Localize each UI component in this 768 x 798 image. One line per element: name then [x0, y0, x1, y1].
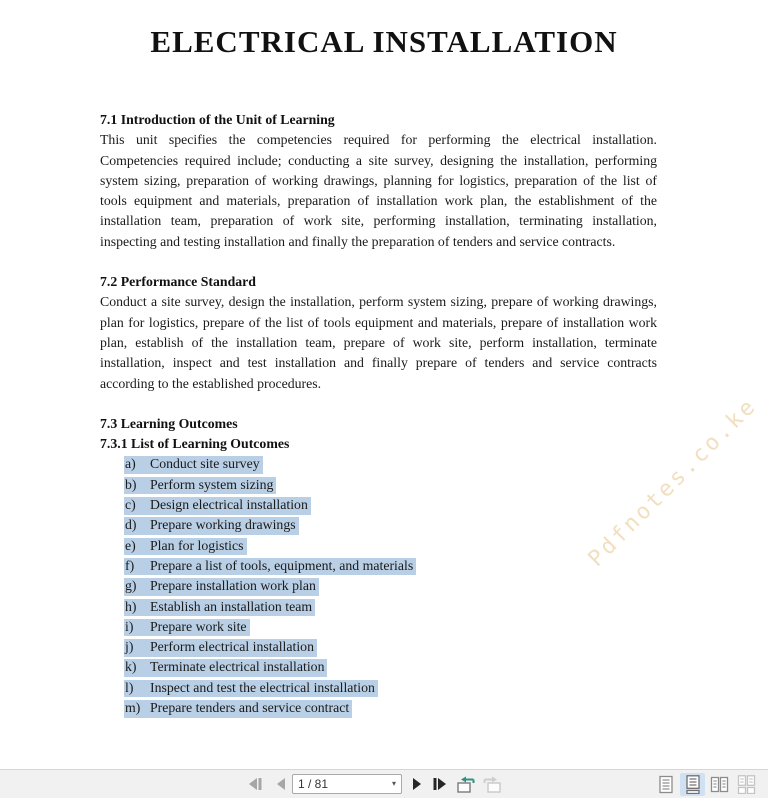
list-item [124, 698, 657, 718]
list-item-marker: c) [125, 497, 136, 513]
list-item [124, 637, 657, 657]
last-page-icon [432, 778, 447, 790]
chevron-down-icon: ▾ [391, 779, 396, 788]
document-body [0, 110, 768, 718]
list-item-marker: i) [125, 618, 134, 634]
section-heading-7-3-1: 7.3.1 List of Learning Outcomes [100, 436, 290, 452]
list-item [124, 597, 657, 617]
list-item-marker: b) [125, 476, 137, 492]
list-item [124, 576, 657, 596]
list-item-marker: m) [125, 700, 141, 716]
list-item-text: Inspect and test the electrical installation [150, 679, 375, 695]
page-number-input[interactable] [292, 774, 402, 794]
list-item-text: Prepare tenders and service contract [150, 700, 350, 716]
next-view-button[interactable] [480, 770, 504, 798]
continuous-view-icon [685, 775, 701, 794]
section-paragraph-7-2: Conduct a site survey, design the installation, perform system sizing, prepare of working drawings, plan for logistics, prepare of the list of tools equipment and materials, prepare of installation work plan, establish of the installation team, prepare of work site, perform installation, terminate installation, inspect and test installation and finally prepare of tenders and service contracts according to the established procedures. [100, 294, 657, 391]
list-item-text: Prepare working drawings [150, 517, 296, 533]
next-page-icon [412, 778, 422, 790]
dual-page-view-icon [710, 775, 729, 794]
previous-page-icon [276, 778, 286, 790]
section-paragraph-7-1: This unit specifies the competencies required for performing the electrical installation. Competencies required include; conducting a site survey, designing the installation, performing system sizing, preparation of working drawings, planning for logistics, preparation of the list of tools equipment and materials, preparation of installation work plan, the establishment of the installation team, preparation of work site, performing installation, terminating installation, inspecting and testing installation and finally the preparation of tenders and service contracts. [100, 132, 657, 249]
list-item [124, 475, 657, 495]
single-page-view-button[interactable] [653, 773, 678, 796]
list-item-text: Establish an installation team [150, 598, 313, 614]
last-page-button[interactable] [428, 770, 450, 798]
list-item-marker: a) [125, 456, 136, 472]
list-item-text: Terminate electrical installation [150, 659, 325, 675]
list-item [124, 657, 657, 677]
learning-outcomes-list [100, 454, 657, 718]
list-item-marker: f) [125, 557, 135, 573]
list-item-marker: g) [125, 578, 137, 594]
list-item [124, 556, 657, 576]
list-item [124, 617, 657, 637]
list-item [124, 515, 657, 535]
section-heading-7-1: 7.1 Introduction of the Unit of Learning [100, 112, 335, 127]
dual-continuous-view-icon [737, 775, 756, 794]
list-item-marker: e) [125, 537, 136, 553]
first-page-button[interactable] [244, 770, 266, 798]
first-page-icon [248, 778, 263, 790]
next-view-icon [482, 776, 502, 793]
list-item [124, 454, 657, 474]
dual-continuous-view-button[interactable] [734, 773, 759, 796]
list-item-marker: h) [125, 598, 137, 614]
section-heading-7-2: 7.2 Performance Standard [100, 274, 256, 290]
continuous-view-button[interactable] [680, 773, 705, 796]
single-page-view-icon [658, 775, 674, 794]
list-item-marker: d) [125, 517, 137, 533]
page-indicator: 1 / 81 [298, 777, 329, 791]
watermark: Pdfnotes.co.ke [583, 393, 763, 572]
list-item-text: Prepare work site [150, 618, 247, 634]
previous-view-icon [456, 776, 476, 793]
list-item-marker: k) [125, 659, 137, 675]
list-item-text: Design electrical installation [150, 497, 308, 513]
pdf-toolbar [0, 769, 768, 798]
list-item [124, 495, 657, 515]
section-heading-7-3: 7.3 Learning Outcomes [100, 415, 238, 431]
previous-view-button[interactable] [454, 770, 478, 798]
list-item-text: Prepare a list of tools, equipment, and materials [150, 557, 414, 573]
list-item-text: Conduct site survey [150, 456, 260, 472]
list-item-text: Perform system sizing [150, 476, 274, 492]
list-item-text: Perform electrical installation [150, 639, 314, 655]
list-item [124, 536, 657, 556]
list-item [124, 678, 657, 698]
next-page-button[interactable] [408, 770, 426, 798]
list-item-text: Plan for logistics [150, 537, 244, 553]
page-title: ELECTRICAL INSTALLATION [150, 24, 618, 59]
list-item-marker: j) [125, 639, 134, 655]
previous-page-button[interactable] [272, 770, 290, 798]
list-item-marker: l) [125, 679, 134, 695]
list-item-text: Prepare installation work plan [150, 578, 316, 594]
dual-page-view-button[interactable] [707, 773, 732, 796]
